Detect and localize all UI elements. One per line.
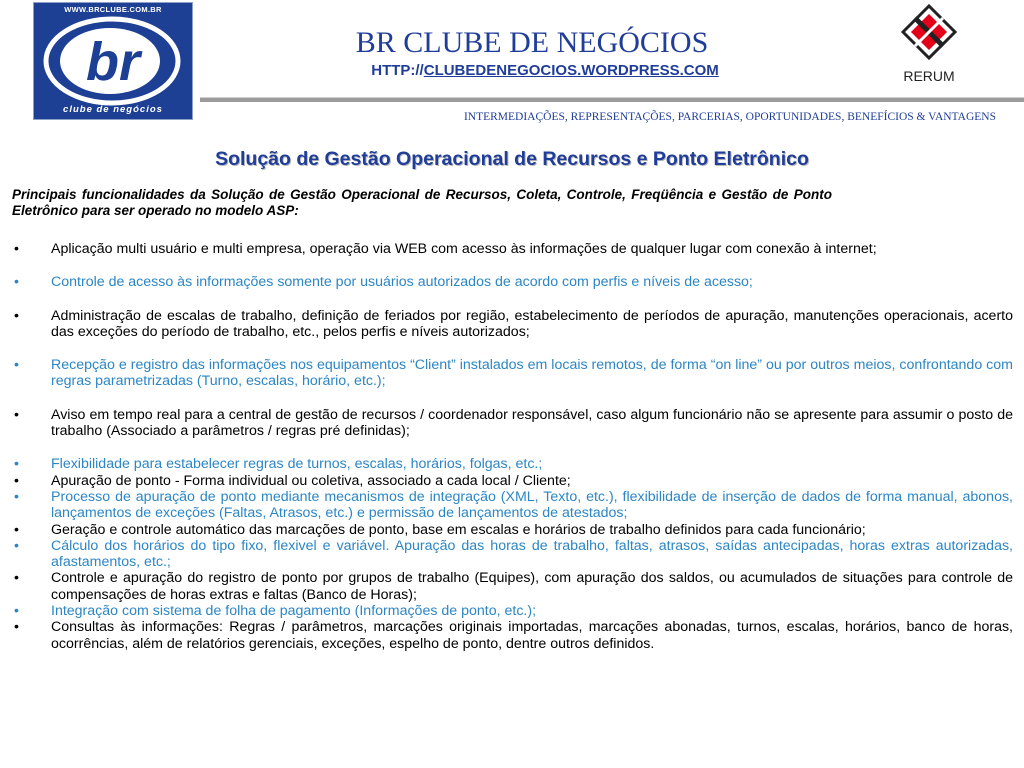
feature-item <box>14 619 1013 652</box>
br-monogram-icon <box>34 3 192 119</box>
services-tagline: INTERMEDIAÇÕES, REPRESENTAÇÕES, PARCERIAS, OPORTUNIDADES, BENEFÍCIOS & VANTAGENS <box>463 111 996 123</box>
bullet-icon: • <box>14 603 19 620</box>
logo-monogram: br <box>86 32 140 92</box>
feature-item <box>14 489 1013 522</box>
feature-item <box>14 407 1013 440</box>
feature-text: Consultas às informações: Regras / parâmetros, marcações originais importadas, marcações abonadas, turnos, escalas, horários, banco de horas, ocorrências, além de relatórios gerenciais, exceções, espelho de ponto, dentre outros definidos. <box>51 619 1013 652</box>
rerum-diamond-icon <box>893 4 965 62</box>
url-prefix: HTTP:// <box>371 62 424 79</box>
rerum-name: RERUM <box>903 68 955 84</box>
logo-url-text: WWW.BRCLUBE.COM.BR <box>64 5 162 14</box>
feature-text: Controle de acesso às informações somente por usuários autorizados de acordo com perfis e níveis de acesso; <box>51 274 753 291</box>
bullet-icon: • <box>14 274 19 291</box>
bullet-icon: • <box>14 537 19 554</box>
feature-item <box>14 308 1013 341</box>
intro-text: Principais funcionalidades da Solução de Gestão Operacional de Recursos, Coleta, Controle, Freqüência e Gestão de Ponto Eletrônico para ser operado no modelo ASP: <box>12 187 832 218</box>
feature-item <box>14 357 1013 390</box>
feature-text: Apuração de ponto - Forma individual ou coletiva, associado a cada local / Cliente; <box>51 472 571 489</box>
feature-text: Aviso em tempo real para a central de gestão de recursos / coordenador responsável, caso algum funcionário não se apresente para assumir o posto de trabalho (Associado a parâmetros / regras pré definidas); <box>51 406 1013 440</box>
page-title: Solução de Gestão Operacional de Recursos e Ponto Eletrônico <box>215 148 809 170</box>
site-url <box>0 62 1024 79</box>
brand-title: BR CLUBE DE NEGÓCIOS <box>355 26 709 59</box>
bullet-icon: • <box>14 241 19 257</box>
feature-text: Aplicação multi usuário e multi empresa, operação via WEB com acesso às informações de qualquer lugar com conexão à internet; <box>51 241 877 257</box>
bullet-icon: • <box>14 619 19 636</box>
bullet-icon: • <box>14 472 19 489</box>
feature-item <box>14 603 1013 619</box>
logo-tagline: clube de negócios <box>63 104 163 115</box>
feature-text: Recepção e registro das informações nos equipamentos “Client” instalados em locais remotos, de forma “on line” ou por outros meios, confrontando com regras parametrizadas (Turno, escalas, horário, etc.); <box>51 357 1013 390</box>
feature-item <box>14 241 1013 257</box>
feature-item <box>14 456 1013 472</box>
site-link[interactable]: CLUBEDENEGOCIOS.WORDPRESS.COM <box>423 62 719 79</box>
feature-item <box>14 570 1013 603</box>
feature-item <box>14 274 1013 290</box>
feature-text: Controle e apuração do registro de ponto por grupos de trabalho (Equipes), com apuração dos saldos, ou acumulados de situações para controle de compensações de horas extras e faltas (Banco de Horas); <box>51 570 1013 603</box>
feature-text: Cálculo dos horários do tipo fixo, flexivel e variável. Apuração das horas de trabalho, faltas, atrasos, saídas antecipadas, horas extras autorizadas, afastamentos, etc.; <box>51 537 1013 571</box>
feature-item <box>14 538 1013 571</box>
header-divider <box>200 97 1024 102</box>
feature-text: Geração e controle automático das marcações de ponto, base em escalas e horários de trabalho definidos para cada funcionário; <box>51 521 866 538</box>
bullet-icon: • <box>14 357 19 374</box>
bullet-icon: • <box>14 521 19 538</box>
features-list <box>14 241 1013 652</box>
feature-text: Administração de escalas de trabalho, definição de feriados por região, estabelecimento de períodos de apuração, manutenções operacionais, acerto das exceções do período de trabalho, etc., pelos perfis e níveis autorizados; <box>51 307 1013 340</box>
feature-text: Flexibilidade para estabelecer regras de turnos, escalas, horários, folgas, etc.; <box>51 456 543 473</box>
bullet-icon: • <box>14 488 19 505</box>
feature-item <box>14 522 1013 538</box>
rerum-logo <box>893 4 965 84</box>
feature-text: Integração com sistema de folha de pagamento (Informações de ponto, etc.); <box>51 603 537 620</box>
bullet-icon: • <box>14 570 19 587</box>
bullet-icon: • <box>14 456 19 473</box>
bullet-icon: • <box>14 307 19 324</box>
feature-item <box>14 473 1013 489</box>
brclube-logo <box>33 2 193 120</box>
feature-text: Processo de apuração de ponto mediante mecanismos de integração (XML, Texto, etc.), flexibilidade de inserção de dados de forma manual, abonos, lançamentos de exceções (Faltas, Atrasos, etc.) e permissão de lançamentos de atestados; <box>51 488 1013 522</box>
bullet-icon: • <box>14 406 19 423</box>
